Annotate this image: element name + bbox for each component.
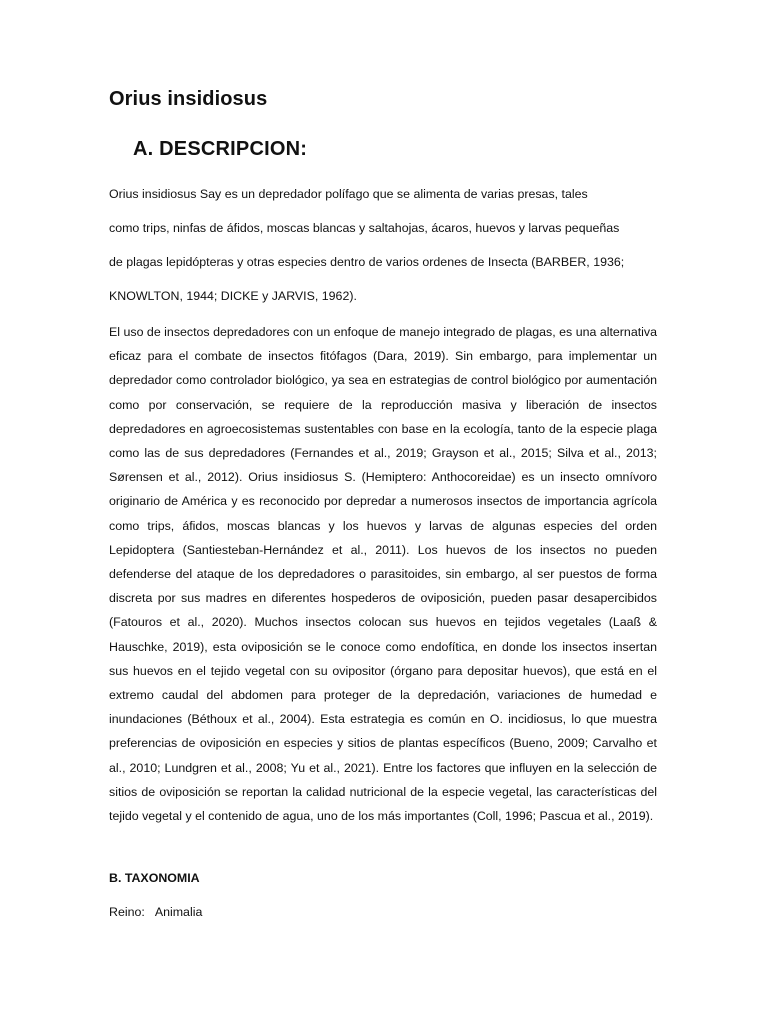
description-paragraph-2: El uso de insectos depredadores con un enfoque de manejo integrado de plagas, es una alternativa eficaz para el combate de insectos fitófagos (Dara, 2019). Sin embargo, para implementar un depredador como controlador biológico, ya sea en estrategias de control biológico por aumentación como por conservación, se requiere de la reproducción masiva y liberación de insectos depredadores en agroecosistemas sustentables con base en la ecología, tanto de la especie plaga como las de sus depredadores (Fernandes et al., 2019; Grayson et al., 2015; Silva et al., 2013; Sørensen et al., 2012). Orius insidiosus S. (Hemiptero: Anthocoreidae) es un insecto omnívoro originario de América y es reconocido por depredar a numerosos insectos de importancia agrícola como trips, áfidos, moscas blancas y los huevos y larvas de algunas especies del orden Lepidoptera (Santiesteban-Hernández et al., 2011). Los huevos de los insectos no pueden defenderse del ataque de los depredadores o parasitoides, sin embargo, al ser puestos de forma discreta por sus madres en diferentes hospederos de oviposición, pueden pasar desapercibidos (Fatouros et al., 2020). Muchos insectos colocan sus huevos en tejidos vegetales (Laaß & Hauschke, 2019), esta oviposición se le conoce como endofítica, en donde los insectos insertan sus huevos en el tejido vegetal con su ovipositor (órgano para depositar huevos), que está en el extremo caudal del abdomen para proteger de la depredación, variaciones de humedad e inundaciones (Béthoux et al., 2004). Esta estrategia es común en O. incidiosus, lo que muestra preferencias de oviposición en especies y sitios de plantas específicos (Bueno, 2009; Carvalho et al., 2010; Lundgren et al., 2008; Yu et al., 2021). Entre los factores que influyen en la selección de sitios de oviposición se reportan la calidad nutricional de la especie vegetal, las características del tejido vegetal y el contenido de agua, uno de los más importantes (Coll, 1996; Pascua et al., 2019). xyxy=(109,325,657,824)
paragraph-1-line-3: de plagas lepidópteras y otras especies dentro de varios ordenes de Insecta (BARBER, 1936; xyxy=(109,255,625,269)
reino-value: Animalia xyxy=(154,905,203,919)
paragraph-1-line-4: KNOWLTON, 1944; DICKE y JARVIS, 1962). xyxy=(109,289,357,303)
document-title: Orius insidiosus xyxy=(109,88,268,110)
section-a-heading: A. DESCRIPCION: xyxy=(133,138,308,160)
section-b-heading: B. TAXONOMIA xyxy=(109,871,200,885)
taxonomy-reino xyxy=(109,905,202,919)
reino-label: Reino: xyxy=(109,905,145,919)
paragraph-1-line-1: Orius insidiosus Say es un depredador polífago que se alimenta de varias presas, tales xyxy=(109,187,588,201)
paragraph-1-line-2: como trips, ninfas de áfidos, moscas blancas y saltahojas, ácaros, huevos y larvas pequeñas xyxy=(109,221,620,235)
description-paragraph-1 xyxy=(109,184,669,320)
